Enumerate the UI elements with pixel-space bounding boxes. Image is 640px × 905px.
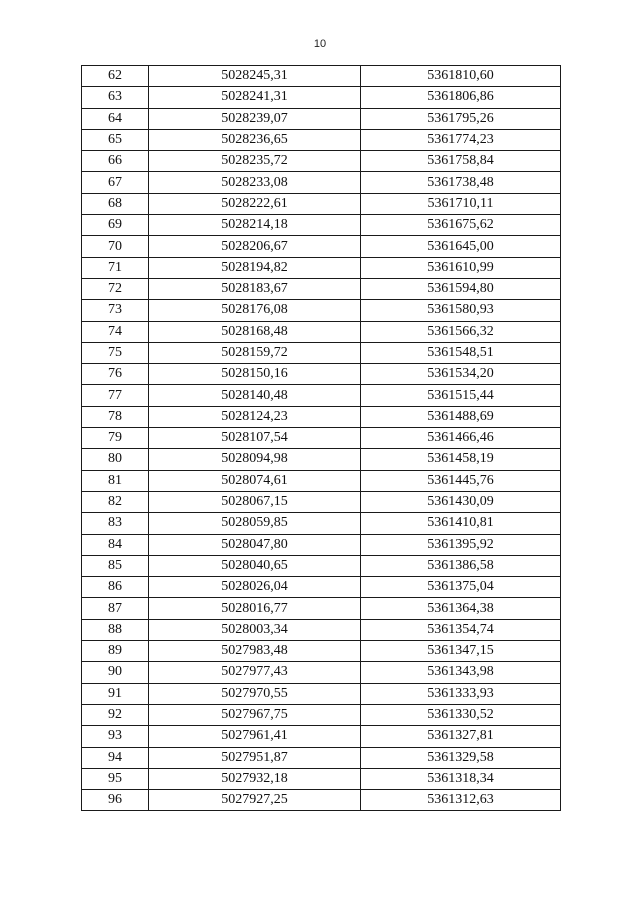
y-coordinate-cell: 5361806,86: [361, 87, 561, 108]
x-coordinate-cell: 5027927,25: [149, 790, 361, 811]
y-coordinate-cell: 5361594,80: [361, 278, 561, 299]
table-row: [82, 683, 561, 704]
y-coordinate-cell: 5361375,04: [361, 577, 561, 598]
y-coordinate-cell: 5361318,34: [361, 768, 561, 789]
y-coordinate-cell: 5361580,93: [361, 300, 561, 321]
table-row: [82, 66, 561, 87]
table-row: [82, 641, 561, 662]
point-number-cell: 80: [82, 449, 149, 470]
coordinates-table-body: [82, 66, 561, 811]
table-row: [82, 87, 561, 108]
x-coordinate-cell: 5028214,18: [149, 215, 361, 236]
x-coordinate-cell: 5028026,04: [149, 577, 361, 598]
x-coordinate-cell: 5027983,48: [149, 641, 361, 662]
point-number-cell: 71: [82, 257, 149, 278]
point-number-cell: 73: [82, 300, 149, 321]
point-number-cell: 90: [82, 662, 149, 683]
x-coordinate-cell: 5028222,61: [149, 193, 361, 214]
point-number-cell: 63: [82, 87, 149, 108]
table-row: [82, 577, 561, 598]
x-coordinate-cell: 5028016,77: [149, 598, 361, 619]
point-number-cell: 67: [82, 172, 149, 193]
point-number-cell: 64: [82, 108, 149, 129]
table-row: [82, 790, 561, 811]
point-number-cell: 72: [82, 278, 149, 299]
y-coordinate-cell: 5361327,81: [361, 726, 561, 747]
table-row: [82, 129, 561, 150]
y-coordinate-cell: 5361347,15: [361, 641, 561, 662]
table-row: [82, 151, 561, 172]
y-coordinate-cell: 5361386,58: [361, 555, 561, 576]
y-coordinate-cell: 5361330,52: [361, 704, 561, 725]
point-number-cell: 89: [82, 641, 149, 662]
point-number-cell: 79: [82, 428, 149, 449]
y-coordinate-cell: 5361548,51: [361, 342, 561, 363]
y-coordinate-cell: 5361515,44: [361, 385, 561, 406]
x-coordinate-cell: 5028235,72: [149, 151, 361, 172]
point-number-cell: 93: [82, 726, 149, 747]
x-coordinate-cell: 5028059,85: [149, 513, 361, 534]
x-coordinate-cell: 5027977,43: [149, 662, 361, 683]
point-number-cell: 87: [82, 598, 149, 619]
x-coordinate-cell: 5028245,31: [149, 66, 361, 87]
x-coordinate-cell: 5028241,31: [149, 87, 361, 108]
x-coordinate-cell: 5028168,48: [149, 321, 361, 342]
table-row: [82, 704, 561, 725]
table-row: [82, 768, 561, 789]
point-number-cell: 83: [82, 513, 149, 534]
table-row: [82, 513, 561, 534]
table-row: [82, 193, 561, 214]
table-row: [82, 385, 561, 406]
point-number-cell: 84: [82, 534, 149, 555]
y-coordinate-cell: 5361810,60: [361, 66, 561, 87]
y-coordinate-cell: 5361364,38: [361, 598, 561, 619]
x-coordinate-cell: 5028150,16: [149, 364, 361, 385]
y-coordinate-cell: 5361354,74: [361, 619, 561, 640]
y-coordinate-cell: 5361430,09: [361, 491, 561, 512]
x-coordinate-cell: 5027970,55: [149, 683, 361, 704]
point-number-cell: 88: [82, 619, 149, 640]
x-coordinate-cell: 5027932,18: [149, 768, 361, 789]
y-coordinate-cell: 5361329,58: [361, 747, 561, 768]
table-row: [82, 726, 561, 747]
x-coordinate-cell: 5028233,08: [149, 172, 361, 193]
table-row: [82, 364, 561, 385]
table-row: [82, 257, 561, 278]
point-number-cell: 91: [82, 683, 149, 704]
x-coordinate-cell: 5028003,34: [149, 619, 361, 640]
y-coordinate-cell: 5361645,00: [361, 236, 561, 257]
point-number-cell: 66: [82, 151, 149, 172]
point-number-cell: 81: [82, 470, 149, 491]
y-coordinate-cell: 5361710,11: [361, 193, 561, 214]
x-coordinate-cell: 5028239,07: [149, 108, 361, 129]
x-coordinate-cell: 5027951,87: [149, 747, 361, 768]
coordinates-table: [81, 65, 561, 811]
table-row: [82, 300, 561, 321]
point-number-cell: 95: [82, 768, 149, 789]
x-coordinate-cell: 5028074,61: [149, 470, 361, 491]
table-row: [82, 619, 561, 640]
table-row: [82, 598, 561, 619]
x-coordinate-cell: 5027967,75: [149, 704, 361, 725]
x-coordinate-cell: 5027961,41: [149, 726, 361, 747]
x-coordinate-cell: 5028206,67: [149, 236, 361, 257]
table-row: [82, 278, 561, 299]
y-coordinate-cell: 5361333,93: [361, 683, 561, 704]
y-coordinate-cell: 5361610,99: [361, 257, 561, 278]
x-coordinate-cell: 5028236,65: [149, 129, 361, 150]
point-number-cell: 94: [82, 747, 149, 768]
table-row: [82, 491, 561, 512]
point-number-cell: 70: [82, 236, 149, 257]
y-coordinate-cell: 5361312,63: [361, 790, 561, 811]
y-coordinate-cell: 5361795,26: [361, 108, 561, 129]
y-coordinate-cell: 5361774,23: [361, 129, 561, 150]
table-row: [82, 534, 561, 555]
point-number-cell: 96: [82, 790, 149, 811]
page-number: 10: [313, 38, 327, 50]
point-number-cell: 65: [82, 129, 149, 150]
point-number-cell: 68: [82, 193, 149, 214]
x-coordinate-cell: 5028159,72: [149, 342, 361, 363]
y-coordinate-cell: 5361488,69: [361, 406, 561, 427]
point-number-cell: 75: [82, 342, 149, 363]
x-coordinate-cell: 5028040,65: [149, 555, 361, 576]
point-number-cell: 92: [82, 704, 149, 725]
y-coordinate-cell: 5361445,76: [361, 470, 561, 491]
y-coordinate-cell: 5361566,32: [361, 321, 561, 342]
table-row: [82, 406, 561, 427]
point-number-cell: 86: [82, 577, 149, 598]
y-coordinate-cell: 5361758,84: [361, 151, 561, 172]
table-row: [82, 236, 561, 257]
table-row: [82, 428, 561, 449]
y-coordinate-cell: 5361343,98: [361, 662, 561, 683]
table-row: [82, 172, 561, 193]
table-row: [82, 342, 561, 363]
table-row: [82, 449, 561, 470]
y-coordinate-cell: 5361458,19: [361, 449, 561, 470]
x-coordinate-cell: 5028124,23: [149, 406, 361, 427]
x-coordinate-cell: 5028094,98: [149, 449, 361, 470]
table-row: [82, 747, 561, 768]
table-row: [82, 215, 561, 236]
x-coordinate-cell: 5028183,67: [149, 278, 361, 299]
x-coordinate-cell: 5028194,82: [149, 257, 361, 278]
point-number-cell: 82: [82, 491, 149, 512]
y-coordinate-cell: 5361395,92: [361, 534, 561, 555]
point-number-cell: 74: [82, 321, 149, 342]
point-number-cell: 69: [82, 215, 149, 236]
x-coordinate-cell: 5028047,80: [149, 534, 361, 555]
y-coordinate-cell: 5361410,81: [361, 513, 561, 534]
table-row: [82, 662, 561, 683]
point-number-cell: 62: [82, 66, 149, 87]
table-row: [82, 108, 561, 129]
point-number-cell: 76: [82, 364, 149, 385]
table-row: [82, 321, 561, 342]
point-number-cell: 77: [82, 385, 149, 406]
y-coordinate-cell: 5361534,20: [361, 364, 561, 385]
y-coordinate-cell: 5361675,62: [361, 215, 561, 236]
x-coordinate-cell: 5028067,15: [149, 491, 361, 512]
y-coordinate-cell: 5361738,48: [361, 172, 561, 193]
point-number-cell: 85: [82, 555, 149, 576]
table-row: [82, 470, 561, 491]
x-coordinate-cell: 5028140,48: [149, 385, 361, 406]
y-coordinate-cell: 5361466,46: [361, 428, 561, 449]
table-row: [82, 555, 561, 576]
point-number-cell: 78: [82, 406, 149, 427]
x-coordinate-cell: 5028107,54: [149, 428, 361, 449]
x-coordinate-cell: 5028176,08: [149, 300, 361, 321]
